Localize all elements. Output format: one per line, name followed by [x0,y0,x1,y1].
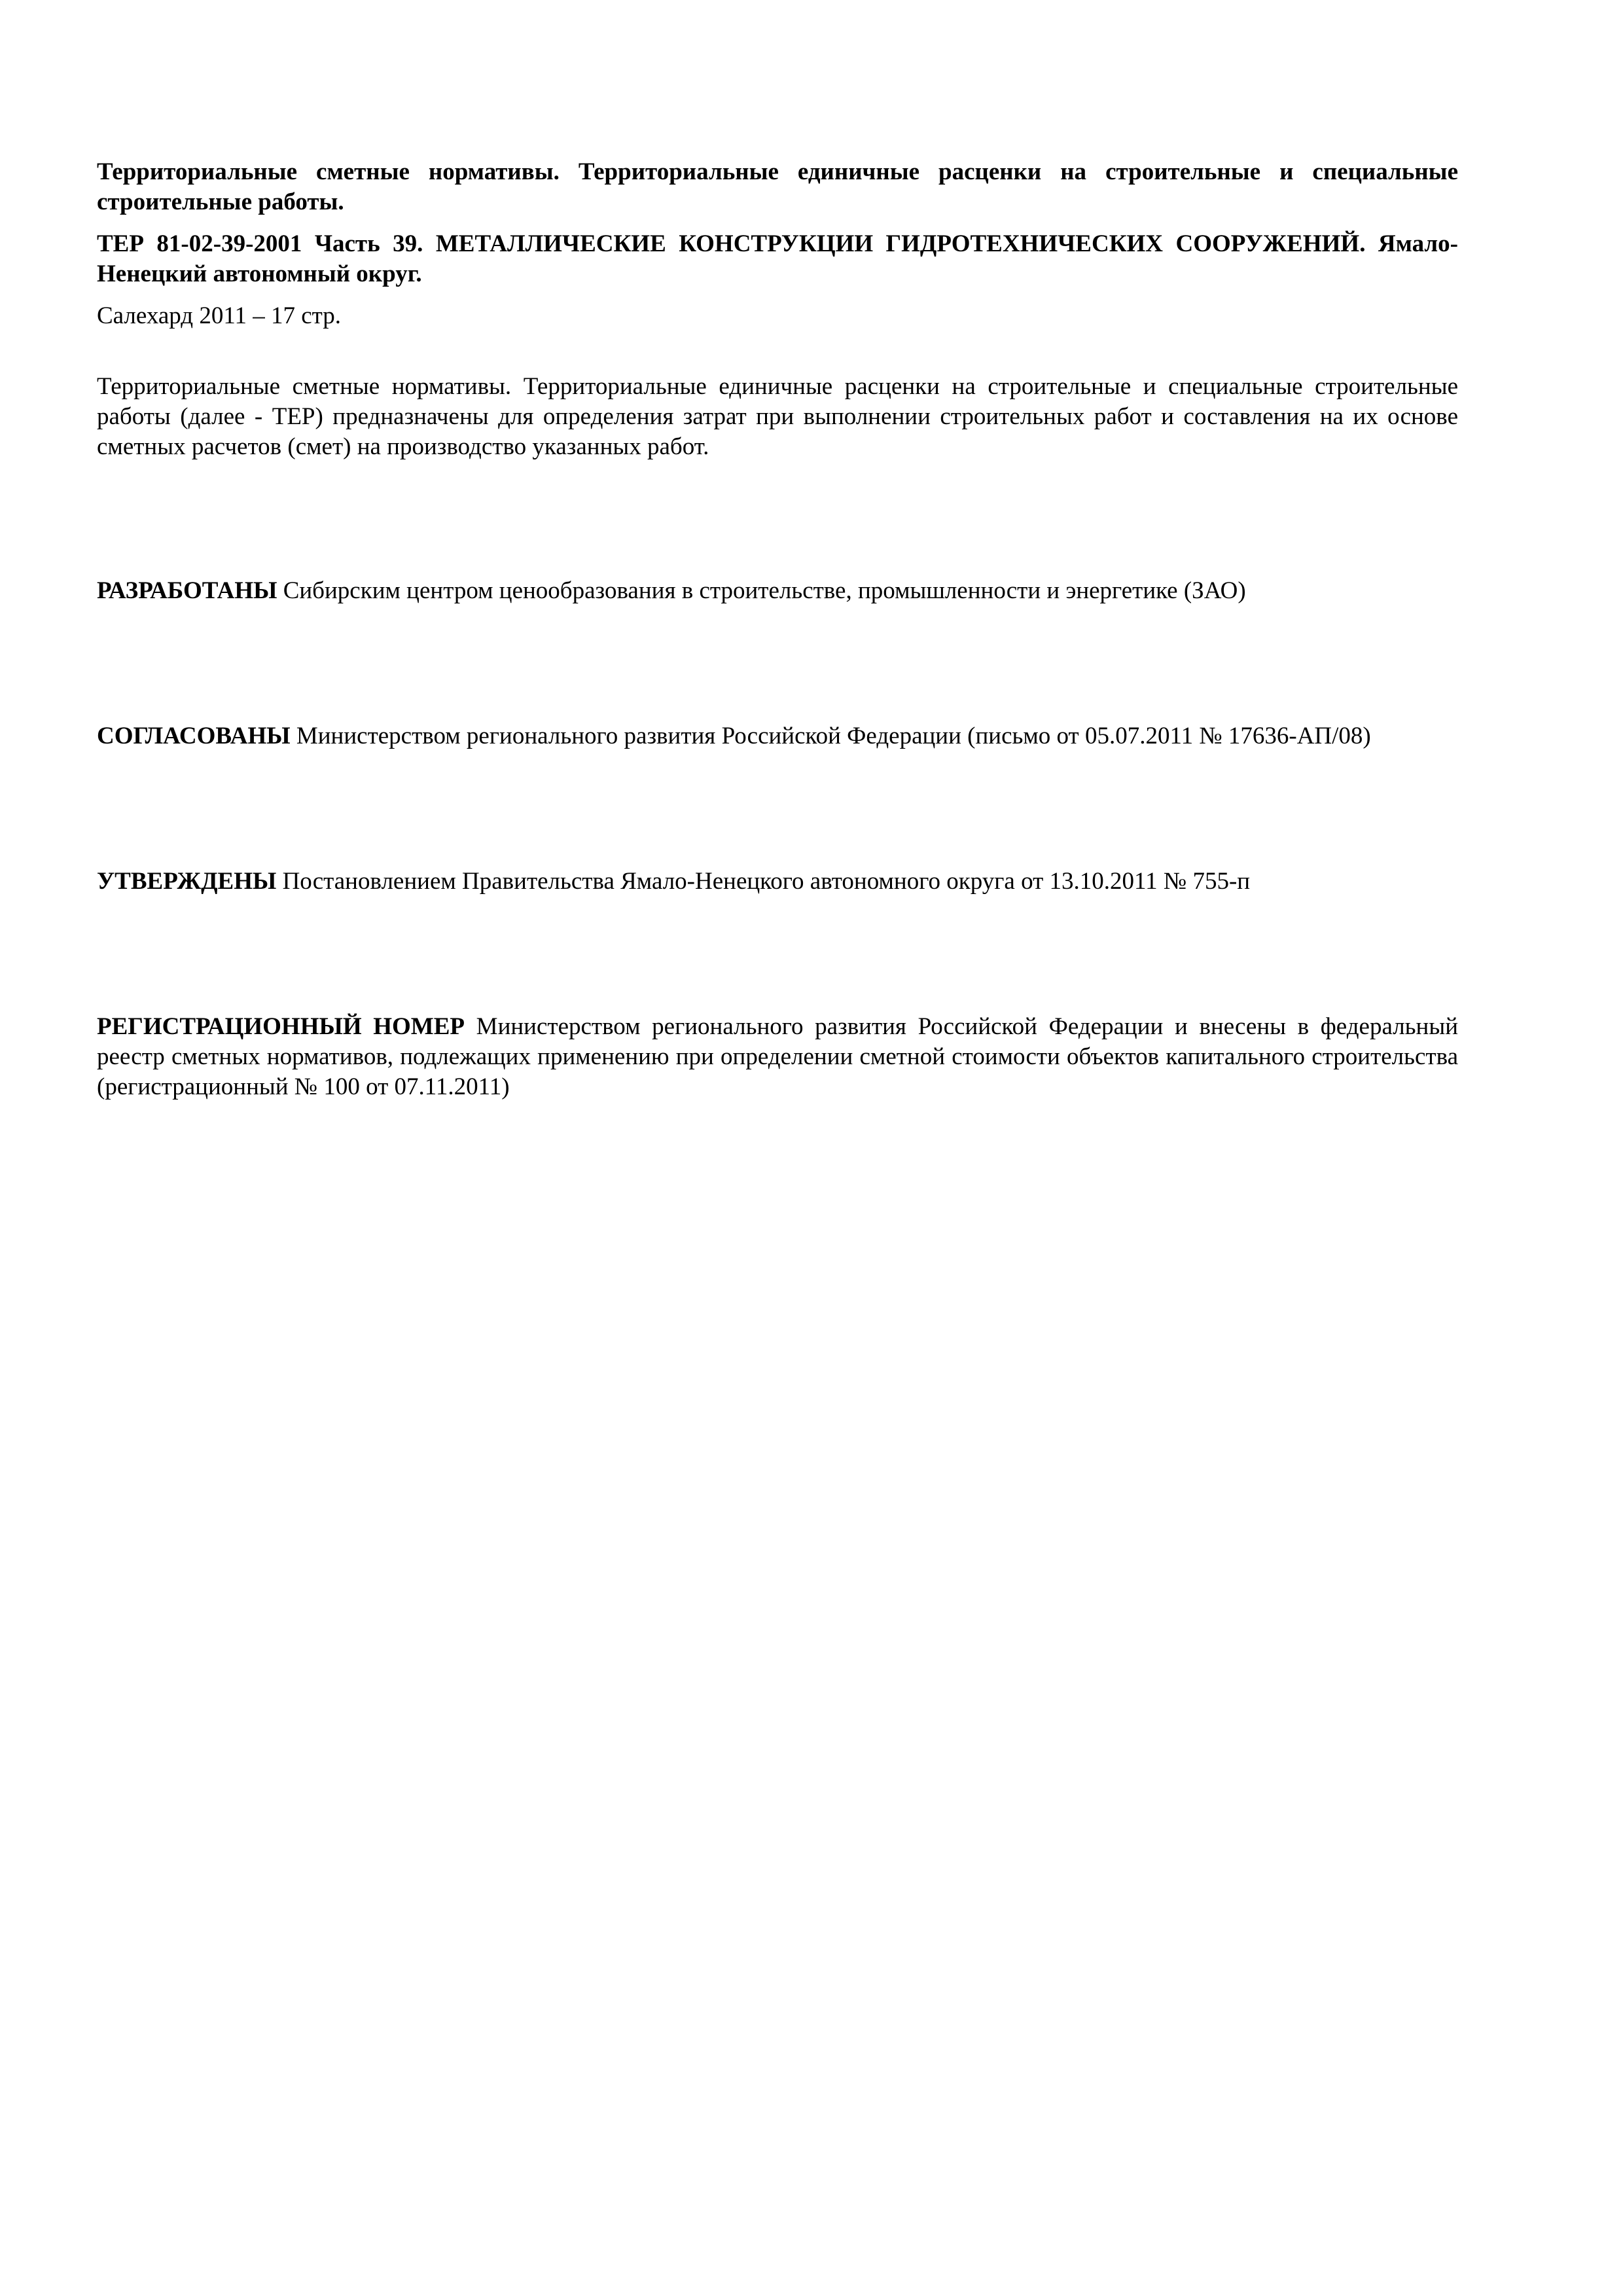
publication-info: Салехард 2011 – 17 стр. [97,302,342,329]
registration-statement [97,1012,1458,1102]
description-paragraph: Территориальные сметные нормативы. Территориальные единичные расценки на строительные и специальные строительные работы (далее - ТЕР) предназначены для определения затрат при выполнении строительных работ и составления на их основе сметных расчетов (смет) на производство указанных работ. [97,373,1458,460]
agreed-label: СОГЛАСОВАНЫ [97,723,291,749]
registration-label: РЕГИСТРАЦИОННЫЙ НОМЕР [97,1013,465,1040]
developed-text: Сибирским центром ценообразования в строительстве, промышленности и энергетике (ЗАО) [283,577,1246,604]
agreed-statement [97,721,1458,751]
document-page [97,157,1458,1102]
standard-title: ТЕР 81-02-39-2001 Часть 39. МЕТАЛЛИЧЕСКИЕ КОНСТРУКЦИИ ГИДРОТЕХНИЧЕСКИХ СООРУЖЕНИЙ. Ямало-Ненецкий автономный округ. [97,230,1458,287]
developed-label: РАЗРАБОТАНЫ [97,577,277,604]
registration-text: Министерством регионального развития Российской Федерации и внесены в федеральный реестр сметных нормативов, подлежащих применению при определении сметной стоимости объектов капитального строительства (регистрационный № 100 от 07.11.2011) [97,1013,1458,1100]
approved-label: УТВЕРЖДЕНЫ [97,868,277,895]
agreed-text: Министерством регионального развития Российской Федерации (письмо от 05.07.2011 № 17636-АП/08) [296,723,1371,749]
approved-text: Постановлением Правительства Ямало-Ненецкого автономного округа от 13.10.2011 № 755-п [282,868,1251,895]
developed-statement [97,576,1458,606]
collection-title: Территориальные сметные нормативы. Территориальные единичные расценки на строительные и специальные строительные работы. [97,158,1458,215]
approved-statement [97,867,1458,897]
